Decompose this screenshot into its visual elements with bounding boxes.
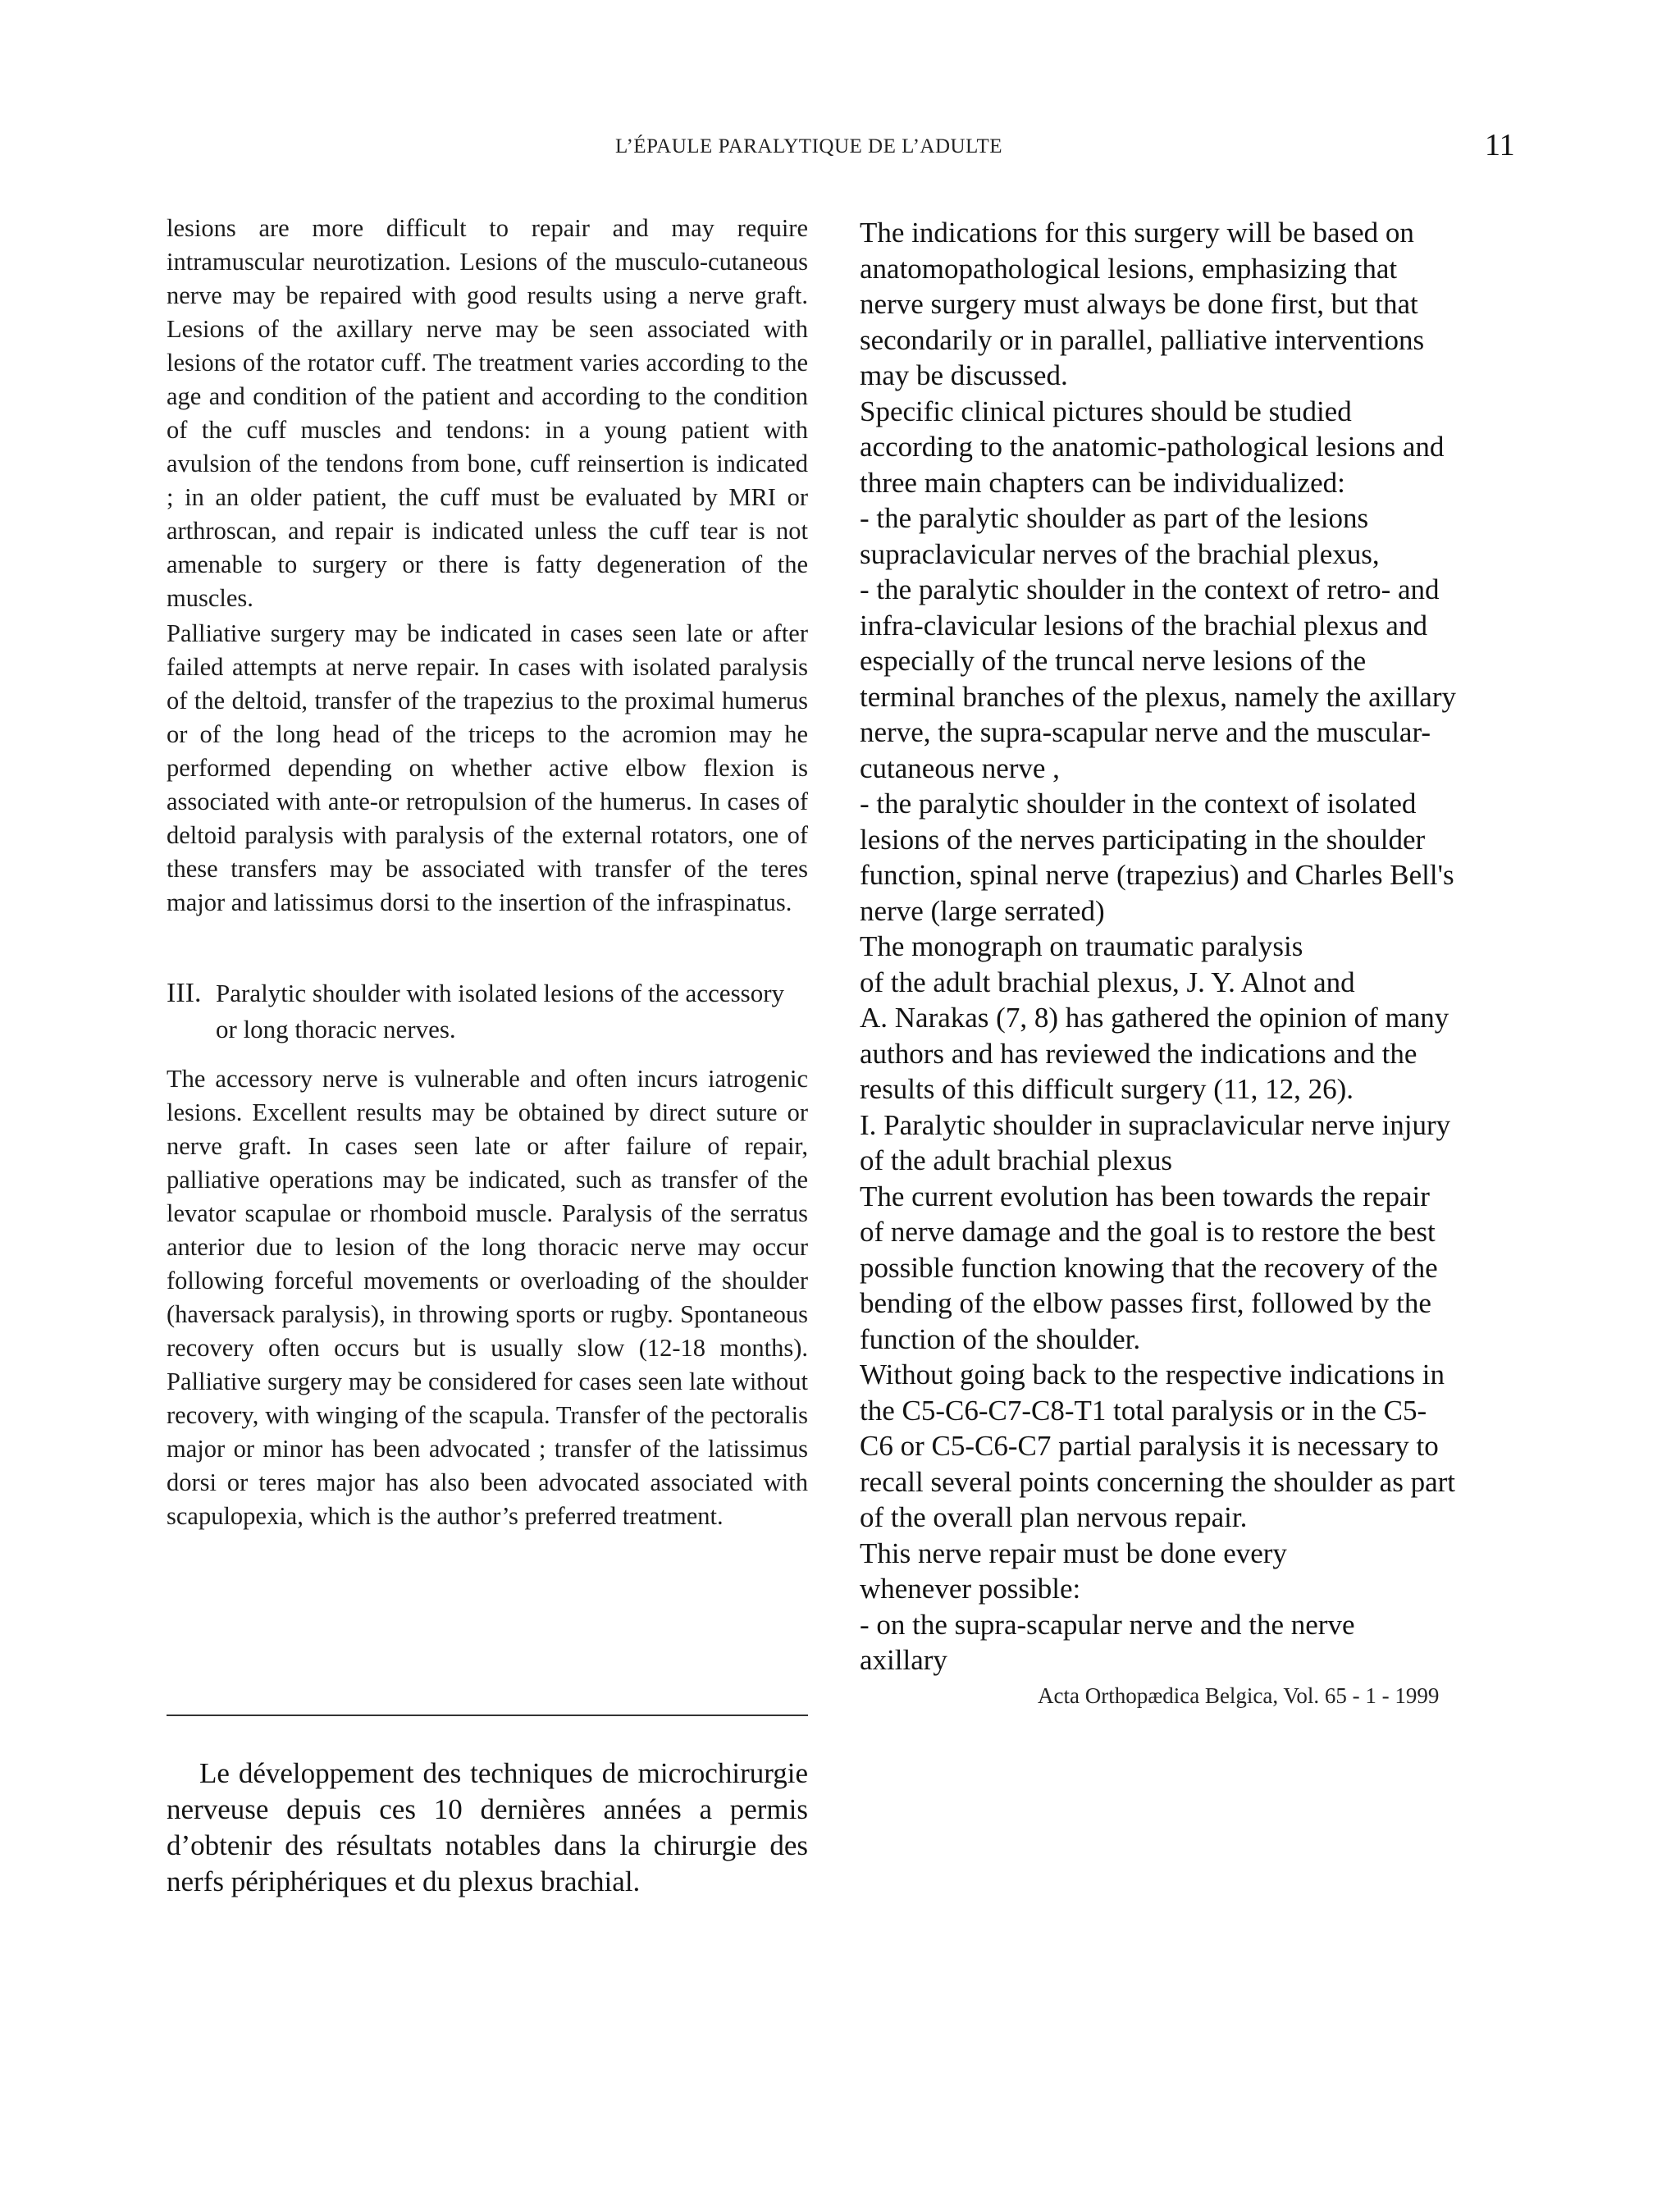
text-line: function of the shoulder. [860,1322,1141,1355]
text-line: of nerve damage and the goal is to restore the best [860,1216,1436,1248]
text-line: - on the supra-scapular nerve and the nerve [860,1608,1355,1641]
text-line: authors and has reviewed the indications and the [860,1037,1418,1070]
text-line: secondarily or in parallel, palliative interventions [860,323,1425,356]
text-line: nerve, the supra-scapular nerve and the muscular- [860,716,1431,748]
text-line: Without going back to the respective indications in [860,1358,1445,1390]
page-header [0,127,1680,168]
body-paragraph: lesions are more difficult to repair and may require intramuscular neurotization. Lesions of the musculo-cutaneous nerve may be repaired with good results using a nerve graft. Lesions of the axillary nerve may be seen associated with lesions of the rotator cuff. The treatment varies according to the age and condition of the patient and according to the condition of the cuff muscles and tendons: in a young patient with avulsion of the tendons from bone, cuff reinsertion is indicated ; in an older patient, the cuff must be evaluated by MRI or arthroscan, and repair is indicated unless the cuff tear is not amenable to surgery or there is fatty degeneration of the muscles. [167,214,808,612]
left-column [167,212,808,1533]
section-heading [167,975,808,1048]
text-line: The current evolution has been towards the repair [860,1180,1430,1212]
text-line: nerve surgery must always be done first, but that [860,288,1418,320]
text-line: Specific clinical pictures should be studied [860,395,1352,427]
body-paragraph: Palliative surgery may be indicated in cases seen late or after failed attempts at nerve repair. In cases with isolated paralysis of the deltoid, transfer of the trapezius to the proximal humerus or of the long head of the triceps to the acromion may he performed depending on whether active elbow flexion is associated with ante-or retropulsion of the humerus. In cases of deltoid paralysis with paralysis of the external rotators, one of these transfers may be associated with transfer of the teres major and latissimus dorsi to the insertion of the infraspinatus. [167,619,808,916]
journal-footer: Acta Orthopædica Belgica, Vol. 65 - 1 - 1999 [1038,1683,1440,1708]
page-number: 11 [1485,128,1515,162]
text-line: - the paralytic shoulder in the context of retro- and [860,573,1440,605]
text-line: especially of the truncal nerve lesions of the [860,645,1367,677]
text-line: recall several points concerning the shoulder as part [860,1465,1455,1498]
text-line: of the overall plan nervous repair. [860,1501,1248,1533]
text-line: of the adult brachial plexus, J. Y. Alnot and [860,966,1355,998]
text-line: function, spinal nerve (trapezius) and Charles Bell's [860,859,1454,891]
text-line: according to the anatomic-pathological lesions and [860,431,1445,463]
text-line: infra-clavicular lesions of the brachial plexus and [860,609,1427,642]
text-line: The monograph on traumatic paralysis [860,930,1303,962]
section-divider [167,1715,808,1716]
text-line: three main chapters can be individualized: [860,466,1345,499]
text-line: anatomopathological lesions, emphasizing that [860,252,1398,285]
text-line: of the adult brachial plexus [860,1144,1172,1176]
text-line: lesions of the nerves participating in the shoulder [860,823,1426,856]
text-line: may be discussed. [860,359,1068,391]
text-line: axillary [860,1644,947,1676]
section-title: Paralytic shoulder with isolated lesions of the accessory or long thoracic nerves. [216,979,785,1043]
text-line: A. Narakas (7, 8) has gathered the opinion of many [860,1002,1449,1034]
french-summary: Le développement des techniques de microchirurgie nerveuse depuis ces 10 dernières années a permis d’obtenir des résultats notables dans la chirurgie des nerfs périphériques et du plexus brachial. [167,1757,808,1897]
text-line: cutaneous nerve , [860,751,1060,784]
right-column [860,215,1541,1678]
text-line: The indications for this surgery will be based on [860,217,1414,249]
text-line: - the paralytic shoulder as part of the lesions [860,502,1369,534]
body-paragraph: The accessory nerve is vulnerable and often incurs iatrogenic lesions. Excellent results may be obtained by direct suture or nerve graft. In cases seen late or after failure of repair, palliative operations may be indicated, such as transfer of the levator scapulae or rhomboid muscle. Paralysis of the serratus anterior due to lesion of the long thoracic nerve may occur following forceful movements or overloading of the shoulder (haversack paralysis), in throwing sports or rugby. Spontaneous recovery often occurs but is usually slow (12-18 months). Palliative surgery may be considered for cases seen late without recovery, with winging of the scapula. Transfer of the pectoralis major or minor has been advocated ; transfer of the latissimus dorsi or teres major has also been advocated associated with scapulopexia, which is the author’s preferred treatment. [167,1065,808,1530]
section-number: III. [167,978,202,1008]
text-line: supraclavicular nerves of the brachial plexus, [860,537,1380,570]
text-line: C6 or C5-C6-C7 partial paralysis it is necessary to [860,1430,1439,1462]
text-line: nerve (large serrated) [860,894,1105,927]
text-line: bending of the elbow passes first, followed by the [860,1287,1431,1319]
text-line: terminal branches of the plexus, namely the axillary [860,680,1456,713]
running-title: L’ÉPAULE PARALYTIQUE DE L’ADULTE [615,135,1003,158]
text-line: the C5-C6-C7-C8-T1 total paralysis or in the C5- [860,1394,1427,1427]
text-line: whenever possible: [860,1573,1081,1605]
text-line: possible function knowing that the recovery of the [860,1251,1438,1284]
text-line: - the paralytic shoulder in the context of isolated [860,788,1417,820]
text-line: This nerve repair must be done every [860,1536,1287,1569]
text-line: I. Paralytic shoulder in supraclavicular nerve injury [860,1108,1451,1141]
text-line: results of this difficult surgery (11, 12, 26). [860,1073,1354,1105]
